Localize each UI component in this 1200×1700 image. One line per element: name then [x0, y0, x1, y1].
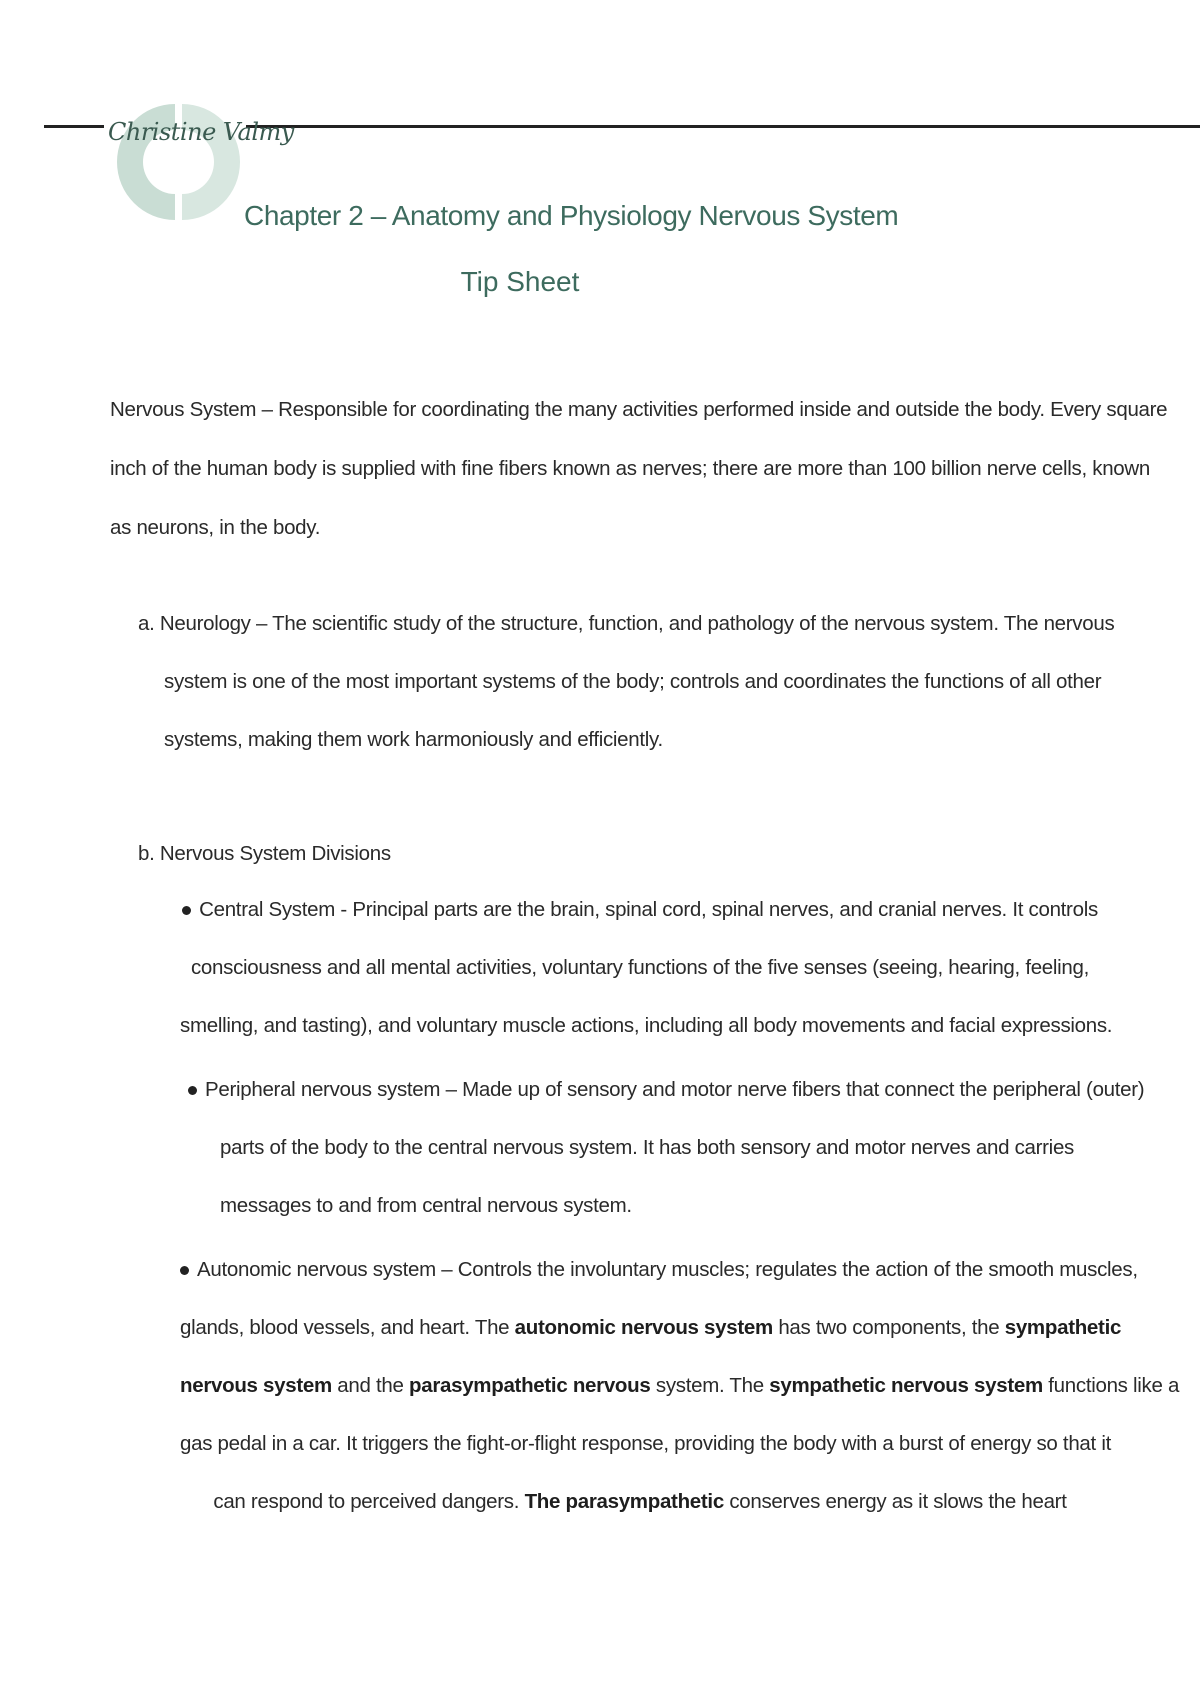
- text-run: system. The: [650, 1374, 770, 1397]
- central-line: Central System - Principal parts are the brain, spinal cord, spinal nerves, and cranial nerves. It controls: [199, 898, 1098, 921]
- christine-valmy-logo: [100, 96, 250, 226]
- peripheral-system-bullet: [180, 1078, 1145, 1252]
- peripheral-line: Peripheral nervous system – Made up of sensory and motor nerve fibers that connect the peripheral (outer): [205, 1078, 1145, 1101]
- central-line: consciousness and all mental activities, voluntary functions of the five senses (seeing, hearing, feeling,: [190, 956, 1090, 979]
- bullet-icon: [180, 1266, 189, 1275]
- header-rule-left: [44, 125, 104, 128]
- divisions-heading: b. Nervous System Divisions: [138, 842, 391, 865]
- autonomic-system-bullet: [180, 1258, 1180, 1548]
- peripheral-line: parts of the body to the central nervous system. It has both sensory and motor nerves and carries: [220, 1136, 1074, 1159]
- intro-paragraph: [110, 398, 1168, 575]
- text-run: can respond to perceived dangers.: [213, 1490, 525, 1513]
- autonomic-line: [180, 1490, 1100, 1548]
- text-run: has two components, the: [772, 1316, 1005, 1339]
- neurology-line: systems, making them work harmoniously and efficiently.: [164, 728, 663, 751]
- tip-sheet-subtitle: Tip Sheet: [460, 266, 580, 297]
- autonomic-line: [180, 1374, 1180, 1432]
- chapter-title: Chapter 2 – Anatomy and Physiology Nervous System: [244, 200, 899, 231]
- header-rule-right: [246, 125, 1200, 128]
- neurology-line: system is one of the most important systems of the body; controls and coordinates the functions of all other: [164, 670, 1102, 693]
- bold-term: The parasympathetic: [524, 1490, 724, 1513]
- central-line: smelling, and tasting), and voluntary muscle actions, including all body movements and facial expressions.: [180, 1014, 1113, 1037]
- bullet-icon: [188, 1086, 197, 1095]
- bold-term: sympathetic nervous system: [769, 1374, 1043, 1397]
- bold-term: autonomic nervous system: [514, 1316, 773, 1339]
- neurology-line: a. Neurology – The scientific study of the structure, function, and pathology of the nervous system. The nervous: [138, 612, 1115, 635]
- neurology-paragraph: [138, 612, 1115, 786]
- intro-line: inch of the human body is supplied with fine fibers known as nerves; there are more than 100 billion nerve cells, known: [110, 457, 1151, 480]
- intro-line: Nervous System – Responsible for coordinating the many activities performed inside and outside the body. Every square: [110, 398, 1168, 421]
- bold-term: sympathetic: [1004, 1316, 1122, 1339]
- bold-term: nervous system: [180, 1374, 332, 1397]
- text-run: functions like a: [1042, 1374, 1180, 1397]
- autonomic-line: gas pedal in a car. It triggers the fight-or-flight response, providing the body with a burst of energy so that it: [180, 1432, 1111, 1455]
- intro-line: as neurons, in the body.: [110, 516, 321, 539]
- autonomic-line: [180, 1316, 1122, 1374]
- bullet-icon: [182, 906, 191, 915]
- peripheral-line: messages to and from central nervous system.: [220, 1194, 632, 1217]
- logo-signature: Christine Valmy: [108, 118, 294, 146]
- text-run: glands, blood vessels, and heart. The: [180, 1316, 515, 1339]
- text-run: and the: [331, 1374, 409, 1397]
- bold-term: parasympathetic nervous: [409, 1374, 651, 1397]
- central-system-bullet: [180, 898, 1113, 1072]
- autonomic-line: Autonomic nervous system – Controls the involuntary muscles; regulates the action of the smooth muscles,: [197, 1258, 1138, 1281]
- text-run: conserves energy as it slows the heart: [723, 1490, 1067, 1513]
